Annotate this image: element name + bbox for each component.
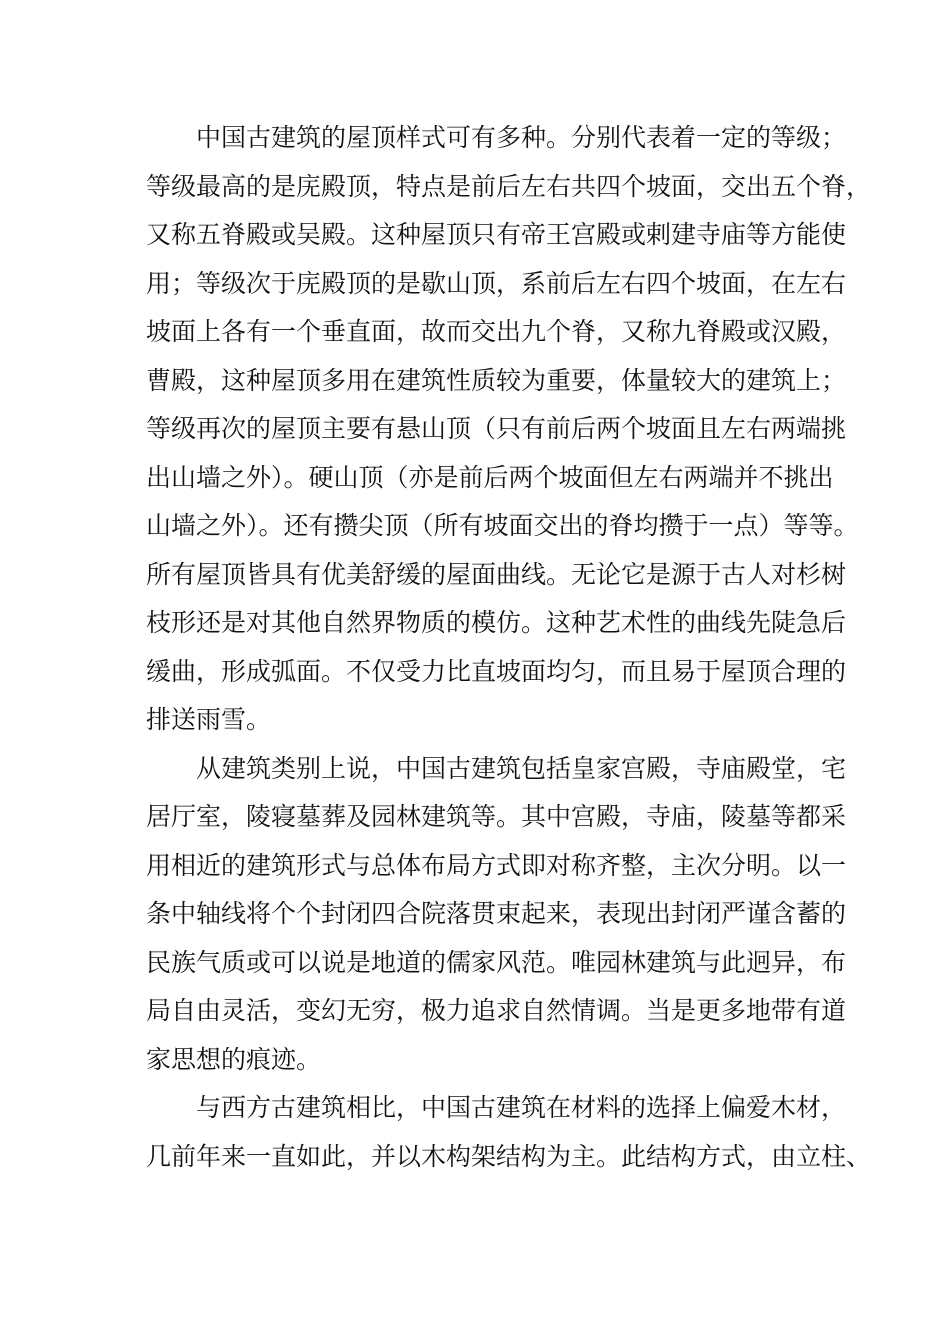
text-line: 民族气质或可以说是地道的儒家风范。唯园林建筑与此迥异，布	[146, 947, 847, 977]
text-line: 等级再次的屋顶主要有悬山顶（只有前后两个坡面且左右两端挑	[146, 414, 847, 443]
text-line: 几前年来一直如此，并以木构架结构为主。此结构方式，由立柱、	[146, 1141, 872, 1171]
text-line: 用相近的建筑形式与总体布局方式即对称齐整，主次分明。以一	[146, 850, 847, 880]
text-line: 与西方古建筑相比，中国古建筑在材料的选择上偏爱木材，	[196, 1093, 847, 1122]
text-line: 用；等级次于庑殿顶的是歇山顶，系前后左右四个坡面，在左右	[146, 268, 847, 298]
text-line: 又称五脊殿或吴殿。这种屋顶只有帝王宫殿或剌建寺庙等方能使	[146, 220, 847, 249]
text-line: 中国古建筑的屋顶样式可有多种。分别代表着一定的等级；	[196, 123, 847, 152]
text-line: 枝形还是对其他自然界物质的模仿。这种艺术性的曲线先陡急后	[146, 608, 847, 637]
text-line: 等级最高的是庑殿顶，特点是前后左右共四个坡面，交出五个脊，	[146, 171, 872, 201]
text-line: 坡面上各有一个垂直面，故而交出九个脊，又称九脊殿或汉殿，	[146, 317, 847, 346]
text-line: 条中轴线将个个封闭四合院落贯束起来，表现出封闭严谨含蓄的	[146, 899, 847, 928]
text-line: 从建筑类别上说，中国古建筑包括皇家宫殿，寺庙殿堂，宅	[196, 753, 847, 783]
paragraph-building-categories	[146, 745, 847, 1085]
text-line: 排送雨雪。	[146, 705, 272, 734]
text-line: 曹殿，这种屋顶多用在建筑性质较为重要，体量较大的建筑上；	[146, 365, 847, 395]
text-line: 缓曲，形成弧面。不仅受力比直坡面均匀，而且易于屋顶合理的	[146, 656, 847, 686]
text-line: 家思想的痕迹。	[146, 1044, 322, 1074]
document-body	[146, 114, 872, 1181]
paragraph-western-comparison	[146, 1084, 872, 1181]
paragraph-roof-styles	[146, 114, 872, 745]
text-line: 居厅室，陵寝墓葬及园林建筑等。其中宫殿，寺庙，陵墓等都采	[146, 802, 847, 831]
text-line: 山墙之外）。还有攒尖顶（所有坡面交出的脊均攒于一点）等等。	[146, 511, 859, 540]
text-line: 局自由灵活，变幻无穷，极力追求自然情调。当是更多地带有道	[146, 996, 847, 1025]
text-line: 所有屋顶皆具有优美舒缓的屋面曲线。无论它是源于古人对杉树	[146, 559, 847, 589]
text-line: 出山墙之外）。硬山顶（亦是前后两个坡面但左右两端并不挑出	[146, 462, 834, 492]
